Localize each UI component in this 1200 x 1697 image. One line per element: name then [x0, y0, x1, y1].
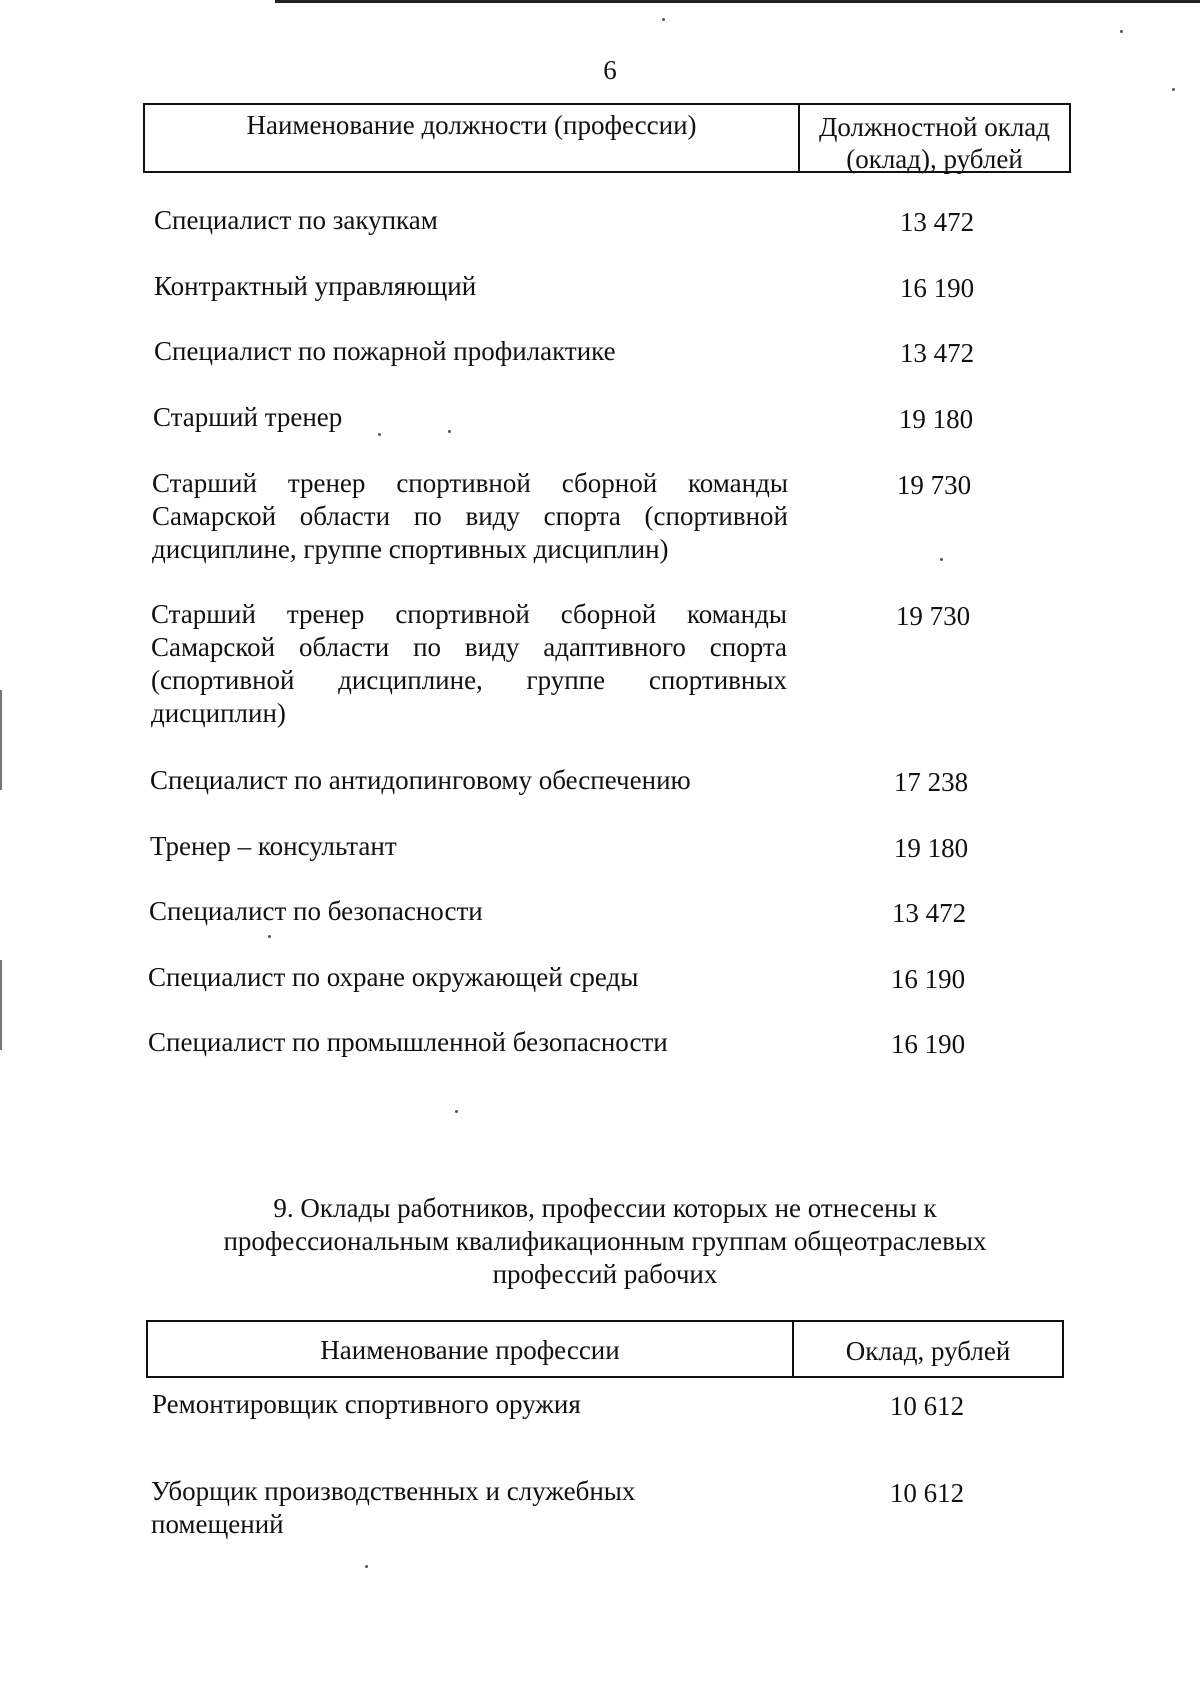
position-name: Тренер – консультант — [150, 831, 397, 861]
scan-speck — [268, 935, 271, 938]
scan-left-edge-mark — [0, 960, 2, 1050]
page-number: 6 — [603, 55, 617, 85]
position-name-column-header: Наименование должности (профессии) — [145, 105, 800, 171]
position-name: Специалист по безопасности — [149, 896, 483, 926]
position-name: Специалист по промышленной безопасности — [148, 1027, 668, 1057]
profession-name: Ремонтировщик спортивного оружия — [152, 1389, 581, 1419]
scan-top-edge — [275, 0, 1200, 3]
salary-value: 13 472 — [899, 207, 975, 237]
scan-speck — [455, 1110, 458, 1113]
scan-speck — [378, 433, 381, 436]
scan-left-edge-mark — [0, 690, 2, 790]
position-name: Специалист по антидопинговому обеспечению — [150, 765, 691, 795]
salary-column-header: Оклад, рублей — [845, 1336, 1011, 1366]
scan-speck — [365, 1565, 368, 1568]
position-name: Специалист по закупкам — [154, 205, 438, 235]
salary-value: 10 612 — [889, 1391, 965, 1421]
scan-speck — [448, 430, 451, 433]
professions-table-header — [146, 1320, 1064, 1378]
position-name: Старший тренер спортивной сборной команды Самарской области по виду спорта (спортивной дисциплине, группе спортивных дисциплин) — [152, 468, 788, 564]
salary-value: 17 238 — [893, 767, 969, 797]
salary-value: 10 612 — [889, 1478, 965, 1508]
positions-table-header — [143, 103, 1071, 173]
position-name: Контрактный управляющий — [154, 271, 477, 301]
section-title: 9. Оклады работников, профессии которых не отнесены к профессиональным квалификационным группам общеотраслевых профессий рабочих — [223, 1193, 987, 1289]
position-name: Специалист по пожарной профилактике — [154, 336, 616, 366]
salary-value: 13 472 — [891, 898, 967, 928]
scan-speck — [662, 18, 665, 21]
salary-value: 19 730 — [895, 601, 971, 631]
salary-value: 13 472 — [899, 338, 975, 368]
scan-speck — [1120, 30, 1123, 33]
profession-name-column-header: Наименование профессии — [148, 1322, 794, 1376]
salary-value: 16 190 — [899, 273, 975, 303]
profession-name: Уборщик производственных и служебных помещений — [151, 1476, 636, 1539]
salary-value: 16 190 — [890, 964, 966, 994]
scan-speck — [1172, 88, 1175, 91]
salary-column-header: Должностной оклад (оклад), рублей — [818, 112, 1051, 174]
salary-value: 19 180 — [898, 404, 974, 434]
scan-speck — [940, 558, 943, 561]
salary-value: 19 180 — [893, 833, 969, 863]
salary-value: 19 730 — [896, 470, 972, 500]
salary-value: 16 190 — [890, 1029, 966, 1059]
position-name: Специалист по охране окружающей среды — [148, 962, 639, 992]
position-name: Старший тренер спортивной сборной команды Самарской области по виду адаптивного спорта (спортивной дисциплине, группе спортивных дисциплин) — [151, 599, 787, 728]
position-name: Старший тренер — [153, 402, 343, 432]
